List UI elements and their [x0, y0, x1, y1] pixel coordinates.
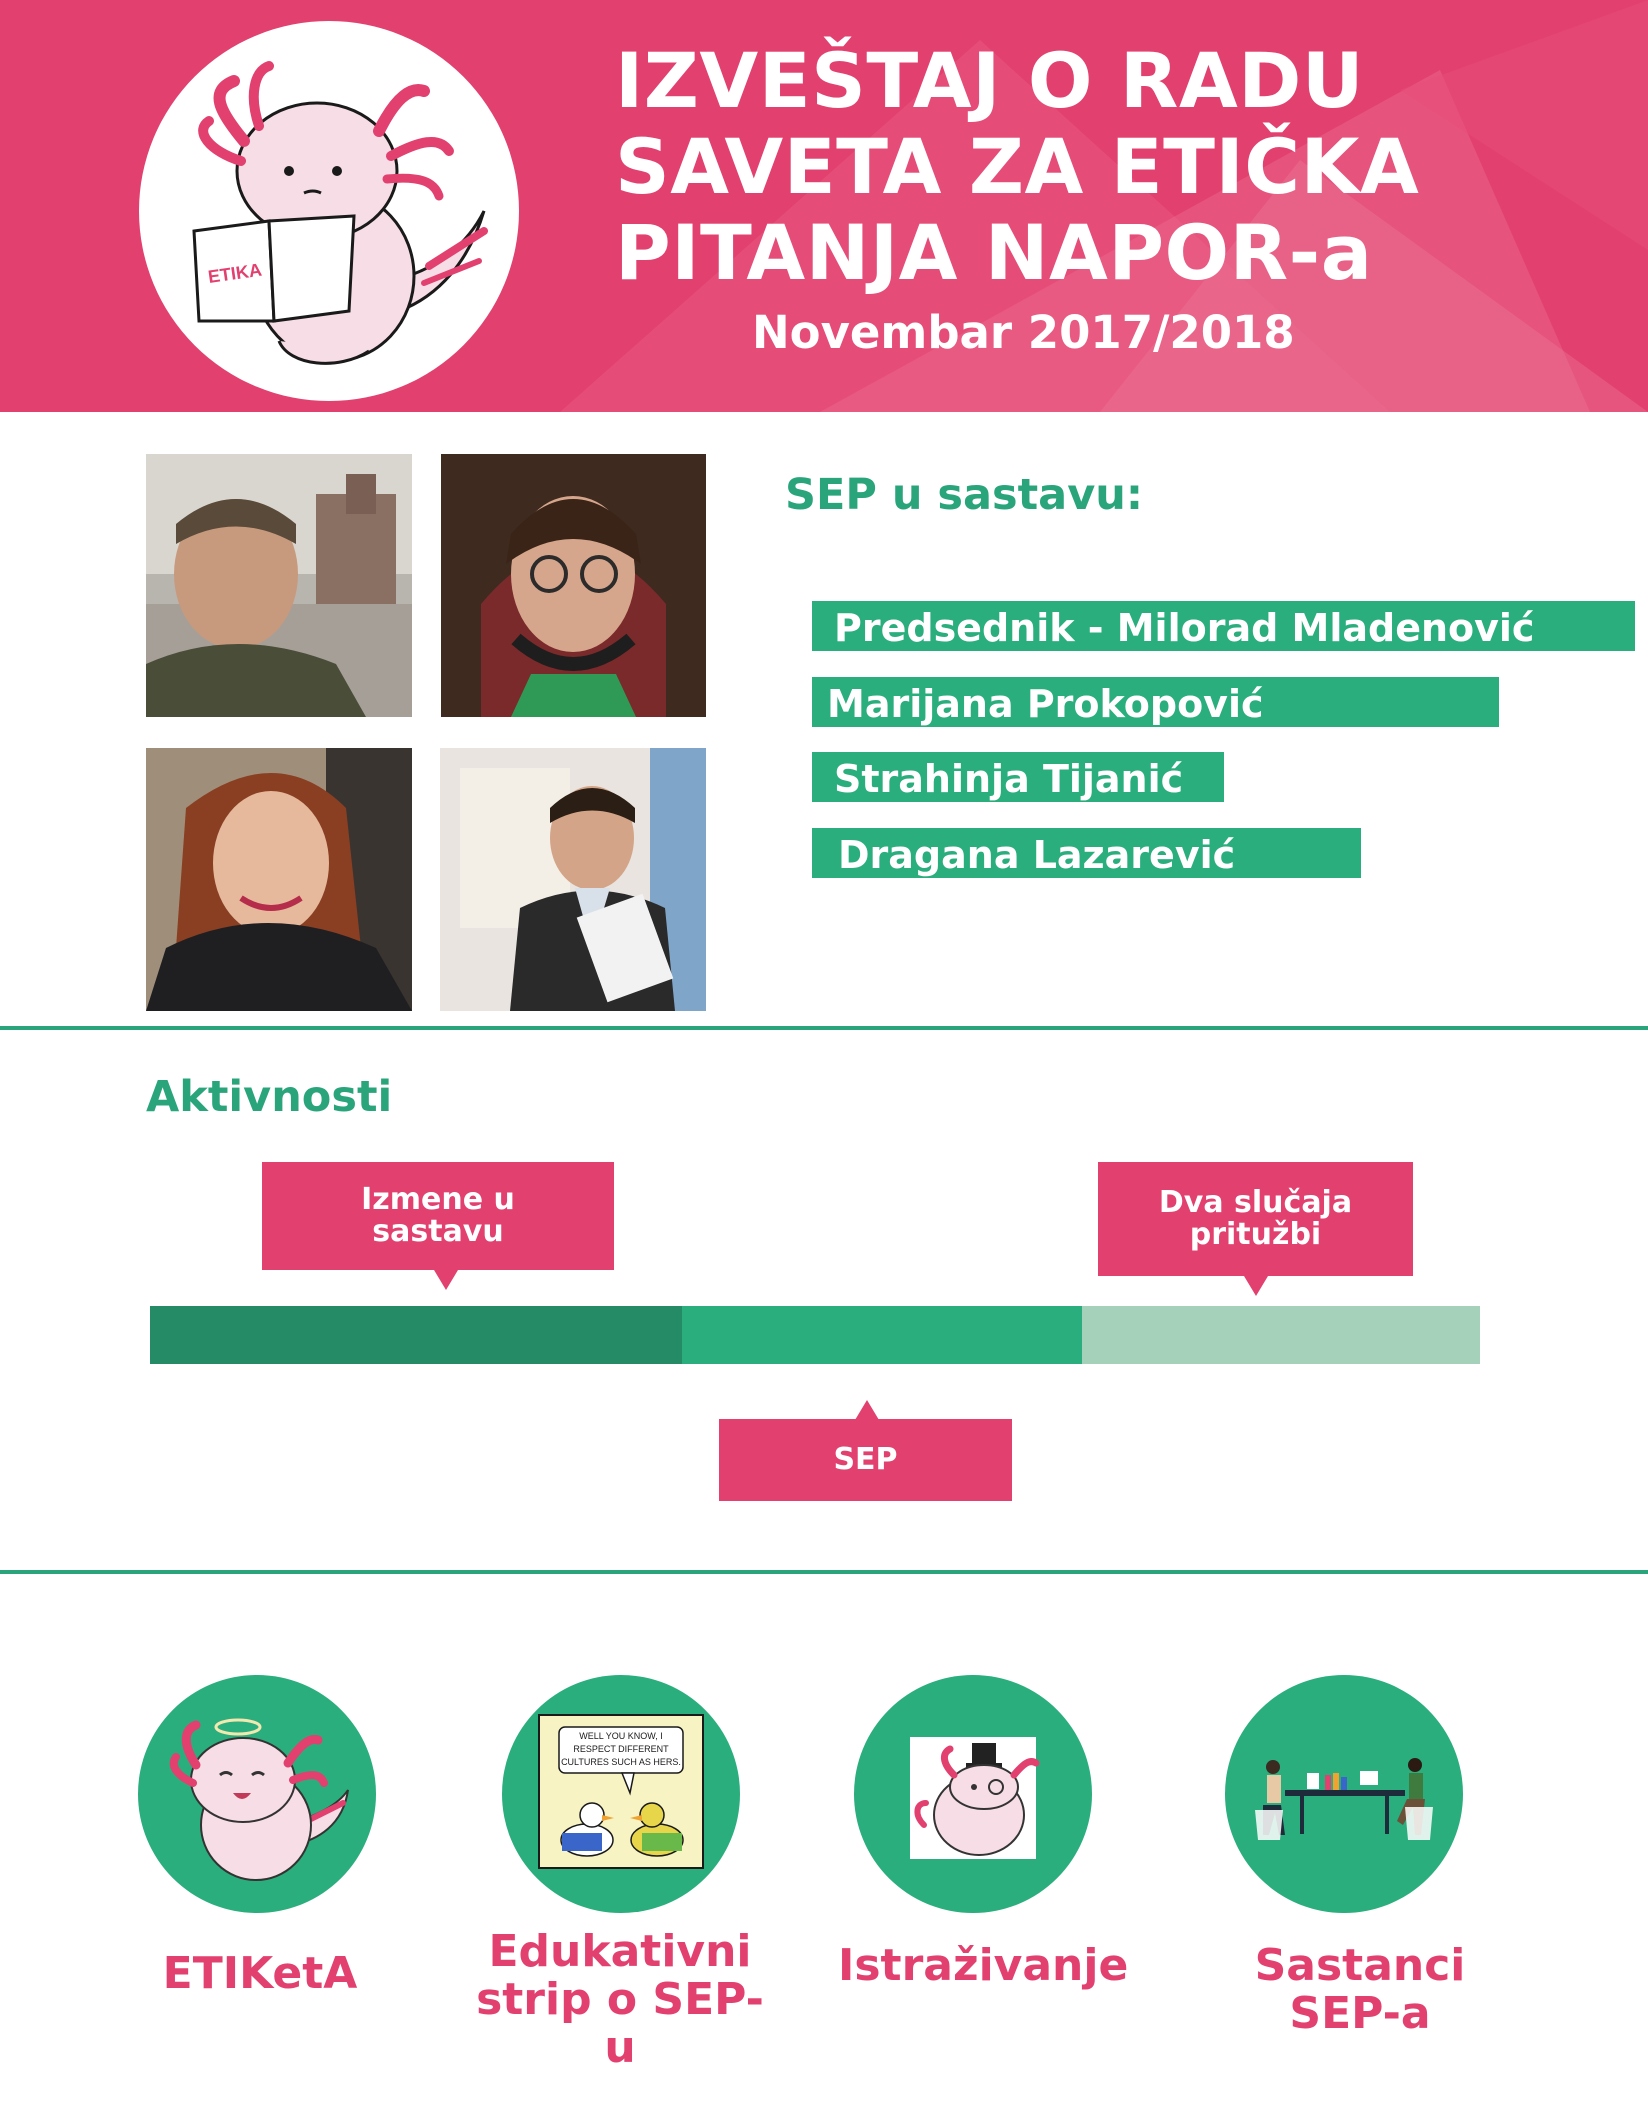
member-photo — [441, 454, 706, 717]
member-photo — [146, 454, 412, 717]
axolotl-reading-icon — [139, 21, 519, 401]
callout-pointer — [1244, 1276, 1268, 1296]
logo — [139, 21, 519, 401]
highlight-label — [140, 1950, 380, 1998]
section-divider — [0, 1570, 1648, 1574]
callout-pointer — [855, 1400, 879, 1420]
highlight-label — [1215, 1942, 1505, 2038]
callout-sep — [719, 1419, 1012, 1501]
member-photo-image — [441, 454, 706, 717]
callout-line: SEP — [833, 1442, 898, 1477]
highlight-label-line: Sastanci — [1254, 1940, 1466, 1991]
callout-line: Izmene u — [361, 1182, 515, 1217]
member-photo — [440, 748, 706, 1011]
header-banner — [0, 0, 1648, 412]
member-item — [812, 677, 1499, 727]
member-photo-image — [146, 454, 412, 717]
member-photo — [146, 748, 412, 1011]
member-name: Strahinja Tijanić — [834, 757, 1184, 801]
axolotl-angel-icon — [138, 1675, 376, 1913]
meeting-icon — [1225, 1675, 1463, 1913]
logo-book-text: ETIKA — [206, 259, 264, 287]
highlight-circle-etiketa — [138, 1675, 376, 1913]
members-heading: SEP u sastavu: — [785, 470, 1144, 520]
comic-text-line: WELL YOU KNOW, I — [579, 1731, 663, 1741]
comic-text-line: CULTURES SUCH AS HERS. — [561, 1757, 681, 1767]
callout-line: pritužbi — [1189, 1217, 1322, 1252]
axolotl-monocle-icon — [854, 1675, 1092, 1913]
highlight-circle-meetings — [1225, 1675, 1463, 1913]
highlight-label-line: Edukativni — [488, 1926, 752, 1977]
callout-complaints — [1098, 1162, 1413, 1276]
activities-heading: Aktivnosti — [146, 1072, 393, 1122]
title-line: PITANJA NAPOR-a — [615, 208, 1373, 297]
timeline-segment-3 — [1082, 1306, 1480, 1364]
member-name: Dragana Lazarević — [838, 833, 1236, 877]
callout-line: Dva slučaja — [1158, 1185, 1353, 1220]
highlight-label — [465, 1928, 775, 2072]
page-title — [615, 38, 1515, 296]
callout-line: sastavu — [372, 1214, 504, 1249]
title-line: IZVEŠTAJ O RADU — [615, 36, 1365, 125]
section-divider — [0, 1026, 1648, 1030]
member-photo-image — [440, 748, 706, 1011]
member-item — [812, 601, 1635, 651]
highlight-label-line: SEP-a — [1289, 1988, 1431, 2039]
highlight-circle-comic — [502, 1675, 740, 1913]
highlight-circle-research — [854, 1675, 1092, 1913]
member-name: Predsednik - Milorad Mladenović — [834, 606, 1535, 650]
callout-membership-changes — [262, 1162, 614, 1270]
comic-strip-icon — [502, 1675, 740, 1913]
highlight-label-line: strip o SEP-u — [476, 1974, 764, 2073]
timeline-segment-2 — [682, 1306, 1082, 1364]
member-item — [812, 828, 1361, 878]
member-photo-image — [146, 748, 412, 1011]
member-item — [812, 752, 1224, 802]
highlight-label-line: Istraživanje — [838, 1940, 1129, 1991]
highlight-label-line: ETIKetA — [162, 1948, 358, 1999]
page-subtitle: Novembar 2017/2018 — [752, 306, 1295, 359]
member-name: Marijana Prokopović — [827, 682, 1264, 726]
title-line: SAVETA ZA ETIČKA — [615, 122, 1420, 211]
highlight-label — [838, 1942, 1128, 1990]
callout-pointer — [434, 1270, 458, 1290]
comic-text-line: RESPECT DIFFERENT — [573, 1744, 669, 1754]
timeline-segment-1 — [150, 1306, 682, 1364]
